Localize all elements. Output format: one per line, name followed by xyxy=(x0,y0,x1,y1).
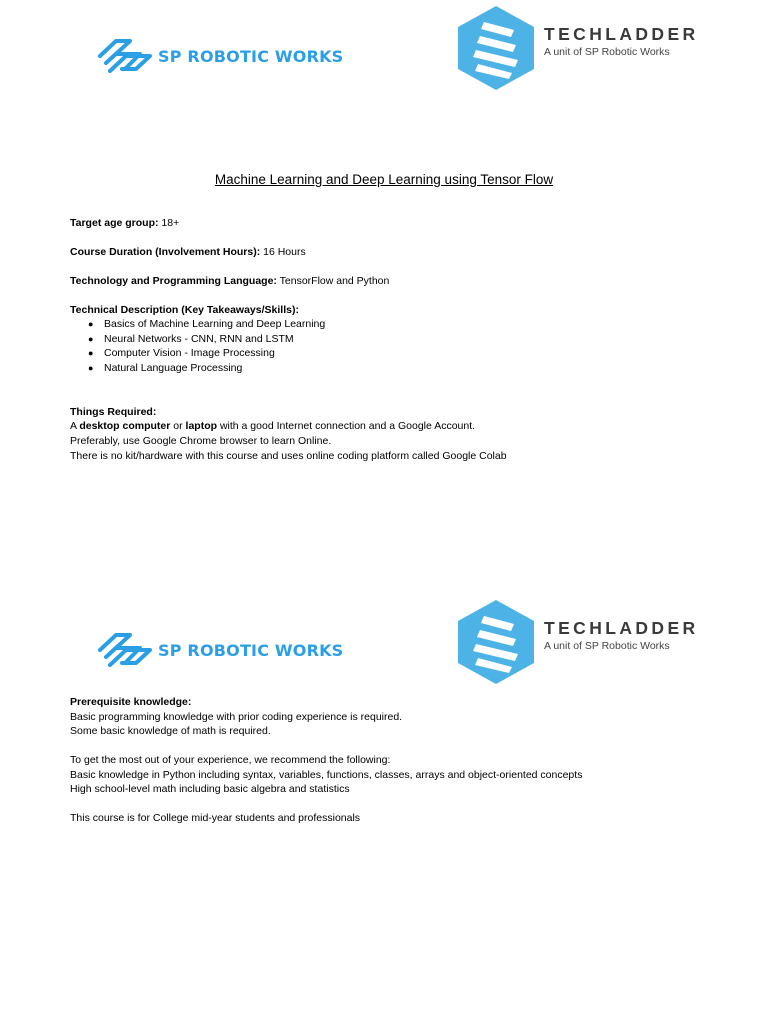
course-duration-value: 16 Hours xyxy=(260,246,306,258)
course-duration-label: Course Duration (Involvement Hours): xyxy=(70,246,261,258)
techladder-tagline: A unit of SP Robotic Works xyxy=(544,45,670,58)
sp-robotic-works-logo-text: SP ROBOTIC WORKS xyxy=(158,640,344,660)
sp-robotic-works-logo-icon xyxy=(96,35,154,77)
course-title: Machine Learning and Deep Learning using Tensor Flow xyxy=(214,172,554,187)
techladder-brand-text: TECHLADDER xyxy=(544,23,699,44)
sp-robotic-works-logo xyxy=(96,629,343,671)
list-item: ● Neural Networks - CNN, RNN and LSTM xyxy=(88,332,294,345)
key-takeaways-list xyxy=(70,317,325,375)
technical-description-heading: Technical Description (Key Takeaways/Skills): xyxy=(70,304,299,316)
audience-line: This course is for College mid-year students and professionals xyxy=(70,812,361,824)
things-required-heading: Things Required: xyxy=(70,406,157,418)
technology-value: TensorFlow and Python xyxy=(276,275,390,287)
course-duration-line xyxy=(70,245,306,260)
things-required-line-2: Preferably, use Google Chrome browser to learn Online. xyxy=(70,435,332,447)
document-page-2 xyxy=(0,594,768,1024)
techladder-brand-text: TECHLADDER xyxy=(544,617,699,638)
recommendation-intro: To get the most out of your experience, we recommend the following: xyxy=(70,754,391,766)
recommendation-line-1: Basic knowledge in Python including syntax, variables, functions, classes, arrays and object-oriented concepts xyxy=(70,769,583,781)
prerequisite-heading: Prerequisite knowledge: xyxy=(70,696,192,708)
list-item: ● Computer Vision - Image Processing xyxy=(88,347,275,360)
sp-robotic-works-logo-icon xyxy=(96,629,154,671)
techladder-logo xyxy=(456,598,699,686)
bullet-icon: ● xyxy=(88,362,94,373)
target-age-label: Target age group: xyxy=(70,217,159,229)
prerequisite-line-1: Basic programming knowledge with prior coding experience is required. xyxy=(70,711,403,723)
target-age-value: 18+ xyxy=(158,217,180,229)
sp-robotic-works-logo-text: SP ROBOTIC WORKS xyxy=(158,46,344,66)
list-item: ● Basics of Machine Learning and Deep Learning xyxy=(88,318,326,330)
sp-robotic-works-logo xyxy=(96,35,343,77)
prerequisite-line-2: Some basic knowledge of math is required. xyxy=(70,725,271,737)
bullet-icon: ● xyxy=(88,319,94,329)
techladder-tagline: A unit of SP Robotic Works xyxy=(544,639,670,652)
bullet-icon: ● xyxy=(88,333,94,344)
technology-label: Technology and Programming Language: xyxy=(70,275,277,287)
bullet-icon: ● xyxy=(88,348,94,359)
technology-line xyxy=(70,274,389,289)
techladder-logo xyxy=(456,4,699,92)
things-required-line-3: There is no kit/hardware with this course and uses online coding platform called Google Colab xyxy=(70,450,507,462)
techladder-hexagon-icon xyxy=(456,598,536,686)
recommendation-line-2: High school-level math including basic algebra and statistics xyxy=(70,783,350,795)
target-age-line xyxy=(70,216,179,231)
list-item: ● Natural Language Processing xyxy=(88,361,243,374)
things-required-line-1: A desktop computer or laptop with a good Internet connection and a Google Account. xyxy=(70,420,476,432)
techladder-hexagon-icon xyxy=(456,4,536,92)
